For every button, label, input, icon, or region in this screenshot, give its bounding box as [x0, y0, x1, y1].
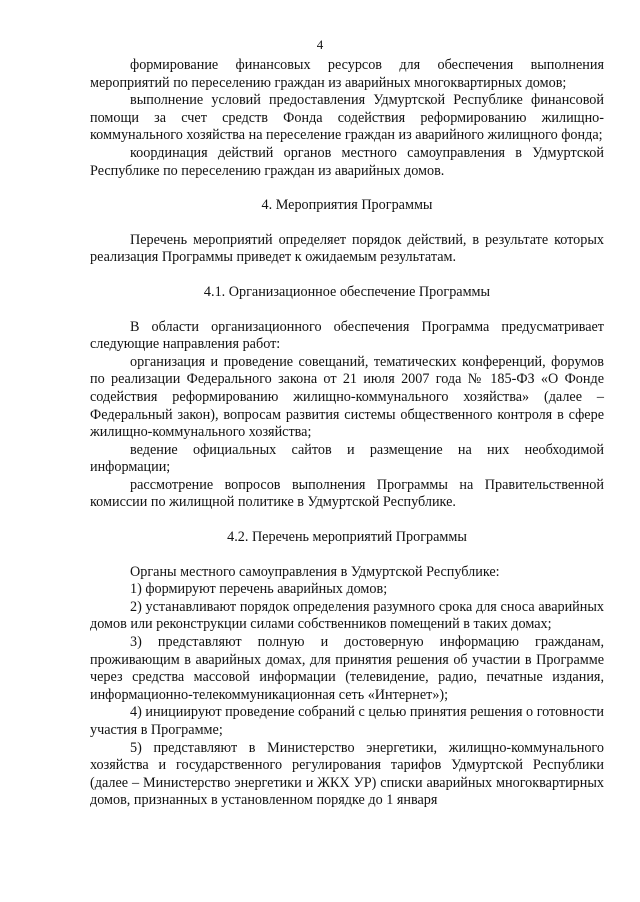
list-item: 1) формируют перечень аварийных домов;	[130, 581, 388, 598]
paragraph: Перечень мероприятий определяет порядок действий, в результате которых реализация Программы приведет к ожидаемым результатам.	[90, 231, 604, 266]
list-item: 3) представляют полную и достоверную информацию гражданам, проживающим в аварийных домах, для принятия решения об участии в Программе через средства массовой информации (телевидение, радио, печатные издания, информационно-телекоммуникационная сеть «Интернет»);	[90, 634, 604, 703]
paragraph: координация действий органов местного самоуправления в Удмуртской Республике по переселению граждан из аварийных домов.	[90, 144, 604, 179]
paragraph: Органы местного самоуправления в Удмуртской Республике:	[130, 563, 500, 580]
paragraph: В области организационного обеспечения Программа предусматривает следующие направления работ:	[90, 318, 604, 353]
document-body	[90, 57, 604, 810]
list-item: 2) устанавливают порядок определения разумного срока для сноса аварийных домов или реконструкции силами собственников помещений в таких домах;	[90, 598, 604, 633]
paragraph: организация и проведение совещаний, тематических конференций, форумов по реализации Федерального закона от 21 июля 2007 года № 185-ФЗ «О Фонде содействия реформированию жилищно-коммунального хозяйства» (далее – Федеральный закон), вопросам развития системы общественного контроля в сфере жилищно-коммунального хозяйства;	[90, 353, 604, 441]
paragraph: ведение официальных сайтов и размещение на них необходимой информации;	[90, 441, 604, 476]
paragraph: формирование финансовых ресурсов для обеспечения выполнения мероприятий по переселению граждан из аварийных многоквартирных домов;	[90, 57, 604, 91]
page-number: 4	[316, 37, 324, 52]
section-heading: 4.1. Организационное обеспечение Программы	[203, 283, 491, 300]
section-heading: 4.2. Перечень мероприятий Программы	[227, 529, 467, 546]
list-item: 5) представляют в Министерство энергетики, жилищно-коммунального хозяйства и государственного регулирования тарифов Удмуртской Республики (далее – Министерство энергетики и ЖКХ УР) списки аварийных многоквартирных домов, признанных в установленном порядке до 1 января	[90, 739, 604, 809]
paragraph: рассмотрение вопросов выполнения Программы на Правительственной комиссии по жилищной политике в Удмуртской Республике.	[90, 476, 604, 511]
list-item: 4) инициируют проведение собраний с целью принятия решения о готовности участия в Программе;	[90, 704, 604, 738]
paragraph: выполнение условий предоставления Удмуртской Республике финансовой помощи за счет средств Фонда содействия реформированию жилищно-коммунального хозяйства на переселение граждан из аварийного жилищного фонда;	[90, 92, 604, 144]
section-heading: 4. Мероприятия Программы	[261, 197, 433, 214]
